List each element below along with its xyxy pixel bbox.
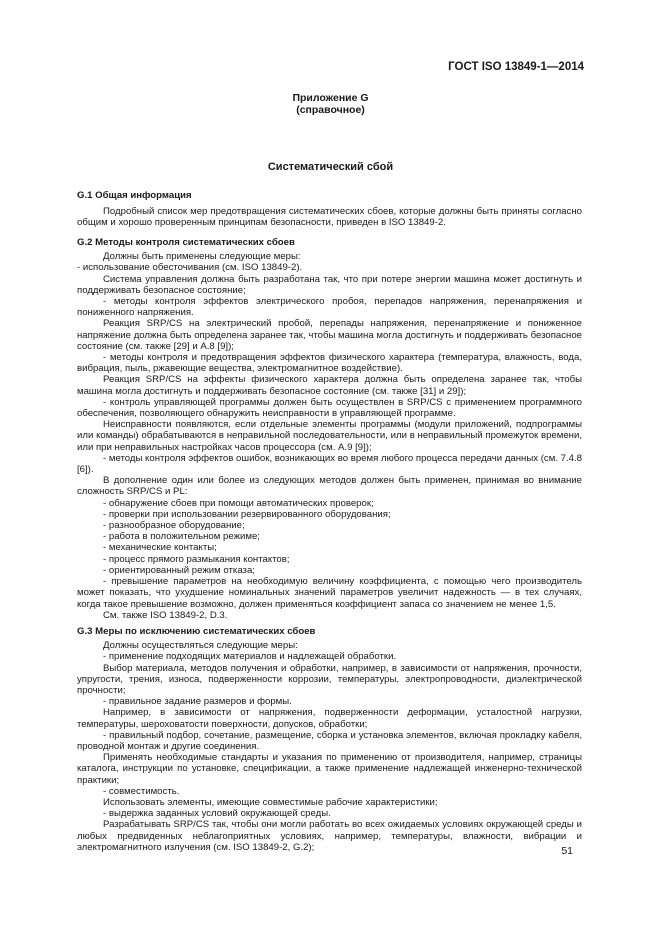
- page-number: 51: [561, 845, 573, 857]
- list-item: - методы контроля и предотвращения эффектов физического характера (температура, влажность, вода, вибрация, пыль, ржавеющие вещества, электромагнитное воздействие).: [77, 352, 582, 375]
- appendix-label: Приложение G: [292, 92, 369, 104]
- list-item: - разнообразное оборудование;: [103, 520, 245, 532]
- list-item: - применение подходящих материалов и надлежащей обработки.: [103, 651, 397, 663]
- paragraph: Например, в зависимости от напряжения, подверженности деформации, усталостной нагрузки, температуры, шероховатости поверхности, допусков, обработки;: [77, 707, 582, 730]
- paragraph: В дополнение один или более из следующих методов должен быть применен, принимая во внимание сложность SRP/CS и PL:: [77, 475, 582, 498]
- list-item: - выдержка заданных условий окружающей среды.: [103, 808, 331, 820]
- list-item: - правильный подбор, сочетание, размещение, сборка и установка элементов, включая прокладку кабеля, проводной монтаж и другие соединения.: [77, 729, 582, 753]
- paragraph: Применять необходимые стандарты и указания по применению от производителя, например, страницы каталога, инструкции по установке, спецификации, а также применение надлежащей инженерно-технической практики;: [77, 752, 582, 786]
- list-item: - использование обесточивания (см. ISO 13849-2).: [77, 262, 303, 274]
- paragraph: Система управления должна быть разработана так, что при потере энергии машина может достигнуть и поддерживать безопасное состояние;: [77, 273, 582, 296]
- list-item: - работа в положительном режиме;: [103, 531, 260, 543]
- section-heading: G.3 Меры по исключению систематических сбоев: [77, 626, 316, 637]
- list-item: - обнаружение сбоев при помощи автоматических проверок;: [103, 497, 374, 509]
- section-g1: [77, 190, 582, 229]
- section-heading: G.1 Общая информация: [77, 190, 192, 201]
- appendix-title: Систематический сбой: [267, 161, 394, 173]
- paragraph: Неисправности появляются, если отдельные элементы программы (модули приложений, подпрограммы или команды) обрабатываются в неправильной последовательности, или в неправильный промежуток времени, или при неправильных настройках часов процессора (см. A.9 [9]);: [77, 419, 582, 453]
- paragraph: Реакция SRP/CS на электрический пробой, перепады напряжения, перенапряжение и пониженное напряжение должна быть определена заранее так, чтобы машина могла достигнуть и поддерживать безопасное состояние (см. также [29] и A.8 [9]);: [77, 318, 582, 352]
- paragraph: См. также ISO 13849-2, D.3.: [103, 609, 228, 621]
- list-item: - ориентированный режим отказа;: [103, 564, 255, 576]
- list-item: - совместимость.: [103, 785, 180, 797]
- paragraph: Выбор материала, методов получения и обработки, например, в зависимости от напряжения, прочности, упругости, трения, износа, подверженности коррозии, температуры, электропроводности, диэлектрической прочности;: [77, 662, 582, 697]
- paragraph: Должны осуществляться следующие меры:: [103, 640, 298, 652]
- section-heading: G.2 Методы контроля систематических сбоев: [77, 237, 295, 248]
- section-g2: [77, 237, 582, 621]
- document-header: ГОСТ ISO 13849-1—2014: [448, 61, 584, 73]
- list-item: - превышение параметров на необходимую величину коэффициента, с помощью чего производитель может показать, что ухудшение номинальных значений параметров увеличит надежность — в тех случаях, когда такое превышение возможно, должен применяться коэффициент запаса со значением не менее 1,5.: [77, 576, 582, 610]
- paragraph: Подробный список мер предотвращения систематических сбоев, которые должны быть приняты согласно общим и хорошо проверенным принципам безопасности, приведен в ISO 13849-2.: [77, 206, 582, 229]
- section-g3: [77, 626, 582, 853]
- list-item: - механические контакты;: [103, 542, 217, 554]
- list-item: - процесс прямого размыкания контактов;: [103, 553, 290, 565]
- paragraph: Реакция SRP/CS на эффекты физического характера должна быть определена заранее так, чтобы машина могла достигнуть и поддерживать безопасное состояние (см. также [31] и 29]);: [77, 374, 582, 397]
- list-item: - проверки при использовании резервированного оборудования;: [103, 508, 391, 520]
- appendix-status: (справочное): [296, 104, 365, 116]
- paragraph: Разрабатывать SRP/CS так, чтобы они могли работать во всех ожидаемых условиях окружающей среды и любых предвиденных неблагоприятных условиях, например, температуры, влажности, вибрации и электромагнитного излучения (см. ISO 13849-2, G.2);: [77, 819, 582, 853]
- list-item: - методы контроля эффектов ошибок, возникающих во время любого процесса передачи данных (см. 7.4.8 [6]).: [77, 452, 582, 476]
- list-item: - контроль управляющей программы должен быть осуществлен в SRP/CS с применением программного обеспечения, позволяющего обнаружить неисправности в управляющей программе.: [77, 396, 582, 420]
- list-item: - методы контроля эффектов электрического пробоя, перепадов напряжения, перенапряжения и пониженного напряжения.: [77, 296, 582, 319]
- paragraph: Должны быть применены следующие меры:: [103, 251, 301, 263]
- paragraph: Использовать элементы, имеющие совместимые рабочие характеристики;: [103, 797, 438, 809]
- list-item: - правильное задание размеров и формы.: [103, 696, 292, 708]
